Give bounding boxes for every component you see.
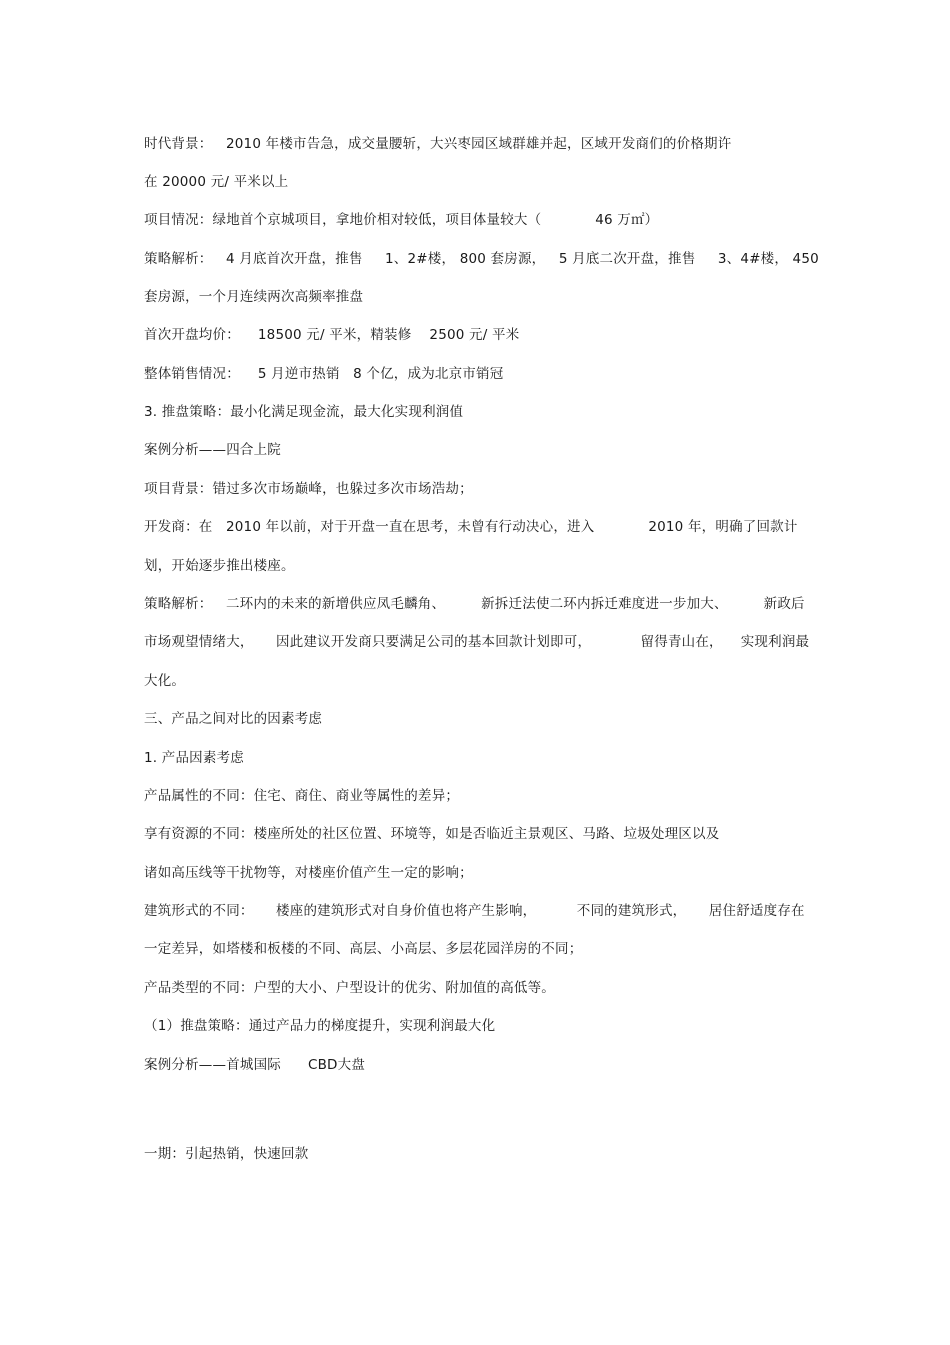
text-line: 时代背景： 2010 年楼市告急，成交量腰斩，大兴枣园区域群雄并起，区域开发商们的价格期许: [144, 136, 732, 152]
text-line: 大化。: [144, 673, 186, 689]
section-heading: 1. 产品因素考虑: [144, 750, 244, 766]
section-heading: 3. 推盘策略：最小化满足现金流，最大化实现利润值: [144, 404, 464, 420]
text-line: 划，开始逐步推出楼座。: [144, 558, 295, 574]
text-line: 市场观望情绪大， 因此建议开发商只要满足公司的基本回款计划即可， 留得青山在， 实现利润最: [144, 634, 810, 650]
text-line: 项目情况：绿地首个京城项目，拿地价相对较低，项目体量较大（ 46 万㎡）: [144, 212, 659, 228]
text-line: 策略解析： 二环内的未来的新增供应凤毛麟角、 新拆迁法使二环内拆迁难度进一步加大、 新政后: [144, 596, 805, 612]
text-line: 建筑形式的不同： 楼座的建筑形式对自身价值也将产生影响， 不同的建筑形式， 居住舒适度存在: [144, 903, 805, 919]
text-line: 开发商：在 2010 年以前，对于开盘一直在思考，未曾有行动决心，进入 2010 年，明确了回款计: [144, 519, 798, 535]
text-line: 诸如高压线等干扰物等，对楼座价值产生一定的影响；: [144, 865, 473, 881]
text-line: 享有资源的不同：楼座所处的社区位置、环境等，如是否临近主景观区、马路、垃圾处理区以及: [144, 826, 720, 842]
section-heading: 三、产品之间对比的因素考虑: [144, 711, 323, 727]
text-line: 产品属性的不同：住宅、商住、商业等属性的差异；: [144, 788, 460, 804]
text-line: 整体销售情况： 5 月逆市热销 8 个亿，成为北京市销冠: [144, 366, 504, 382]
text-line: 一期：引起热销，快速回款: [144, 1146, 309, 1162]
case-heading: 案例分析——四合上院: [144, 442, 281, 458]
text-line: 套房源，一个月连续两次高频率推盘: [144, 289, 364, 305]
section-heading: （1）推盘策略：通过产品力的梯度提升，实现利润最大化: [144, 1018, 496, 1034]
text-line: 项目背景：错过多次市场巅峰，也躲过多次市场浩劫；: [144, 481, 473, 497]
text-line: 策略解析： 4 月底首次开盘，推售 1、2#楼， 800 套房源， 5 月底二次开盘，推售 3、4#楼， 450: [144, 251, 819, 267]
text-line: 在 20000 元/ 平米以上: [144, 174, 289, 190]
text-line: 产品类型的不同：户型的大小、户型设计的优劣、附加值的高低等。: [144, 980, 555, 996]
case-heading: 案例分析——首城国际 CBD大盘: [144, 1057, 366, 1073]
text-line: 首次开盘均价： 18500 元/ 平米，精装修 2500 元/ 平米: [144, 327, 520, 343]
text-line: 一定差异，如塔楼和板楼的不同、高层、小高层、多层花园洋房的不同；: [144, 941, 583, 957]
